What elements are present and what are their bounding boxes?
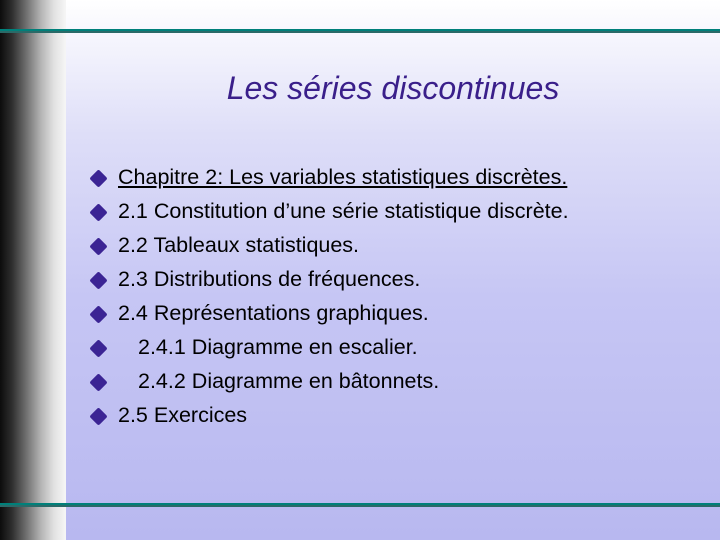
top-rule (0, 29, 720, 33)
list-item-text: 2.4.2 Diagramme en bâtonnets. (138, 369, 440, 393)
diamond-bullet-icon (89, 203, 107, 221)
diamond-bullet-icon (89, 169, 107, 187)
side-gradient-bar (0, 0, 66, 540)
diamond-bullet-icon (89, 373, 107, 391)
list-item-text: 2.4 Représentations graphiques. (118, 301, 429, 325)
list-item-text: 2.4.1 Diagramme en escalier. (138, 335, 418, 359)
diamond-bullet-icon (89, 237, 107, 255)
chapter-link[interactable]: Chapitre 2: Les variables statistiques discrètes. (118, 165, 568, 189)
list-item-text: 2.1 Constitution d’une série statistique discrète. (118, 199, 569, 223)
diamond-bullet-icon (89, 407, 107, 425)
bottom-rule (0, 503, 720, 507)
diamond-bullet-icon (89, 339, 107, 357)
list-item-text: 2.2 Tableaux statistiques. (118, 233, 360, 257)
diamond-bullet-icon (89, 305, 107, 323)
list-item-text: 2.3 Distributions de fréquences. (118, 267, 421, 291)
list-item-text: 2.5 Exercices (118, 403, 248, 427)
diamond-bullet-icon (89, 271, 107, 289)
slide-title: Les séries discontinues (226, 70, 560, 106)
